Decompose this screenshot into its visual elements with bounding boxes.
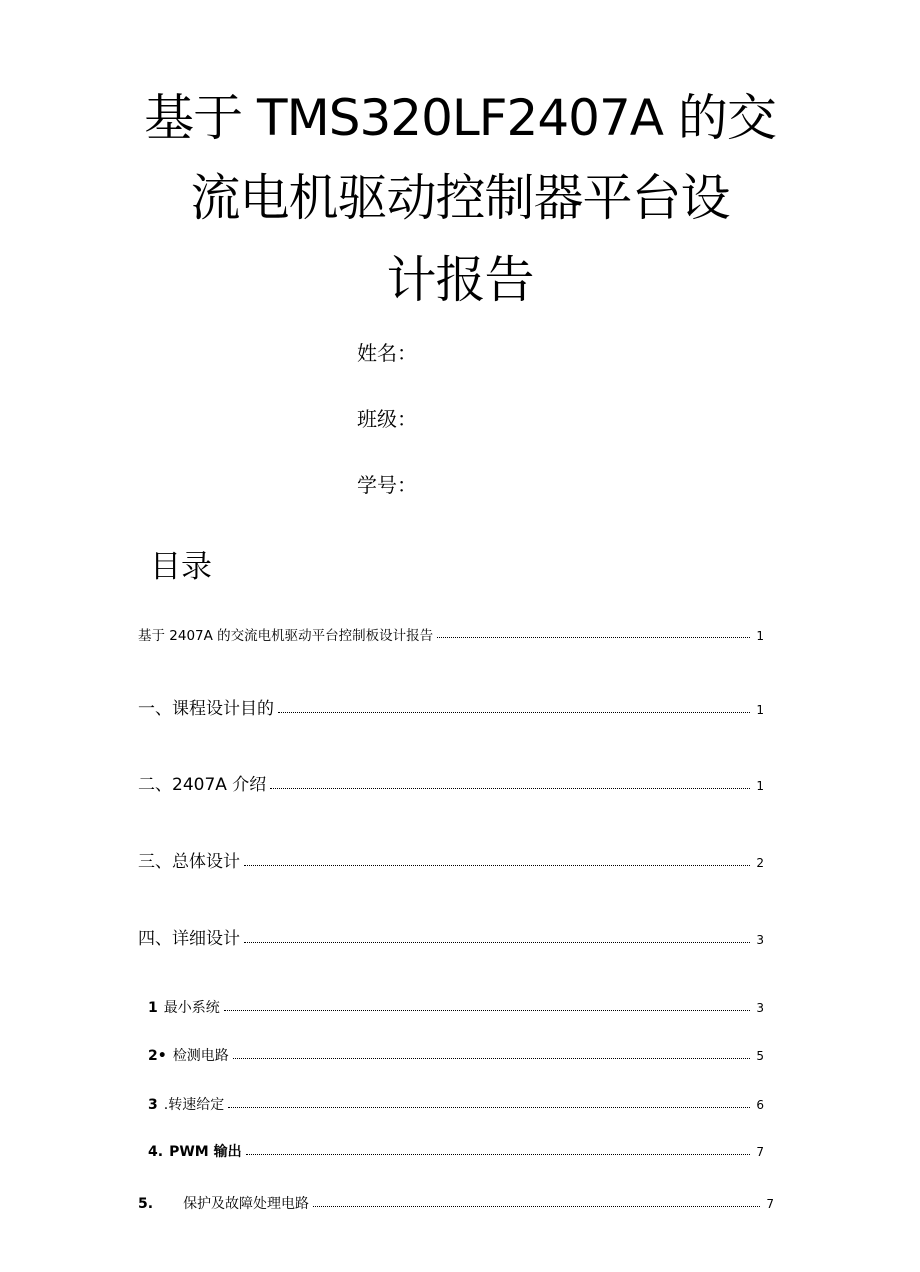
toc-entry-label: 三、总体设计 <box>138 852 240 872</box>
toc-entry[interactable] <box>138 694 764 719</box>
toc-leader-dots <box>270 787 750 789</box>
toc-entry-page: 3 <box>756 1001 764 1015</box>
toc-leader-dots <box>224 1009 751 1011</box>
toc-entry-number: 1 <box>148 1000 158 1016</box>
toc-leader-dots <box>233 1057 751 1059</box>
toc-leader-dots <box>437 636 750 638</box>
toc-entry-label: 四、详细设计 <box>138 929 240 949</box>
toc-entry-page: 3 <box>756 933 764 947</box>
toc-entry-page: 1 <box>756 629 764 643</box>
toc-entry-page: 2 <box>756 856 764 870</box>
toc-heading: 目录 <box>150 549 212 585</box>
document-title-line-2: 流电机驱动控制器平台设 <box>190 169 730 227</box>
toc-entry-number: 4. <box>148 1144 164 1160</box>
toc-entry[interactable] <box>148 997 764 1017</box>
name-field-label: 姓名： <box>357 341 417 365</box>
toc-entry[interactable] <box>138 624 764 644</box>
toc-leader-dots <box>228 1106 750 1108</box>
document-title-line-1: 基于 TMS320LF2407A 的交 <box>144 89 776 147</box>
toc-entry-page: 6 <box>756 1098 764 1112</box>
toc-leader-dots <box>244 941 750 943</box>
toc-entry[interactable] <box>148 1045 764 1065</box>
toc-entry[interactable] <box>148 1094 764 1114</box>
toc-entry[interactable] <box>148 1141 764 1161</box>
document-title-line-3: 计报告 <box>386 251 534 309</box>
toc-entry[interactable] <box>138 924 764 949</box>
toc-entry-page: 1 <box>756 703 764 717</box>
student-id-field-label: 学号： <box>357 473 417 497</box>
toc-leader-dots <box>313 1205 760 1207</box>
toc-entry-number: 5. <box>138 1196 154 1212</box>
toc-entry-label: 基于 2407A 的交流电机驱动平台控制板设计报告 <box>138 628 434 644</box>
toc-leader-dots <box>246 1153 751 1155</box>
toc-entry[interactable] <box>138 847 764 872</box>
toc-entry[interactable] <box>138 1193 774 1213</box>
toc-entry-page: 5 <box>756 1049 764 1063</box>
toc-entry-label: 二、2407A 介绍 <box>138 775 267 795</box>
toc-entry-label: PWM 输出 <box>169 1144 242 1160</box>
toc-entry-page: 7 <box>766 1197 774 1211</box>
toc-entry-label: 保护及故障处理电路 <box>183 1196 310 1212</box>
toc-leader-dots <box>278 711 750 713</box>
toc-entry[interactable] <box>138 770 764 795</box>
toc-entry-page: 7 <box>756 1145 764 1159</box>
toc-entry-label: 最小系统 <box>163 1000 220 1016</box>
toc-entry-label: 检测电路 <box>172 1048 229 1064</box>
toc-entry-page: 1 <box>756 779 764 793</box>
toc-entry-number: 3 <box>148 1097 158 1113</box>
toc-leader-dots <box>244 864 750 866</box>
toc-entry-number: 2• <box>148 1048 167 1064</box>
class-field-label: 班级： <box>357 407 417 431</box>
toc-entry-label: 一、课程设计目的 <box>138 699 274 719</box>
toc-entry-label: .转速给定 <box>163 1097 225 1113</box>
